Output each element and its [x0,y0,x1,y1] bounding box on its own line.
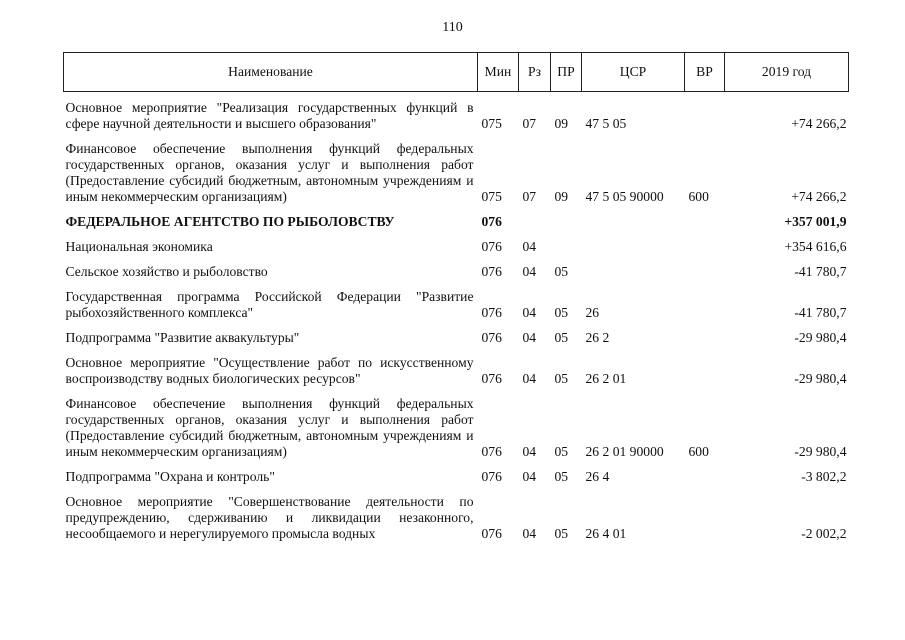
row-amount: -41 780,7 [794,305,847,320]
row-min: 075 [481,116,502,131]
row-min: 076 [481,526,502,541]
table-header [64,53,849,92]
row-vr [685,255,725,280]
row-amount: +74 266,2 [791,116,847,131]
page-number: 110 [442,20,463,35]
row-csr: 47 5 05 [585,116,627,131]
row-pr: 05 [554,526,569,541]
row-vr [685,321,725,346]
table-row [64,460,849,485]
row-rz: 04 [522,239,537,254]
row-csr: 26 2 01 90000 [585,444,664,459]
row-min: 076 [481,371,502,386]
table-row [64,321,849,346]
row-amount: +354 616,6 [784,239,847,254]
table-body [64,92,849,543]
row-csr: 26 2 [585,330,610,345]
row-amount: +74 266,2 [791,189,847,204]
row-csr: 26 2 01 [585,371,627,386]
row-vr [685,485,725,542]
row-rz: 04 [522,305,537,320]
row-name: Финансовое обеспечение выполнения функций федеральных государственных органов, оказания услуг и выполнения работ (Предоставление субсидий бюджетным, автономным учреждениям и иным некоммерческим организациям) [65,396,474,459]
row-pr: 05 [554,469,569,484]
table-row [64,485,849,542]
row-vr [685,230,725,255]
table-row [64,230,849,255]
row-csr [582,230,685,255]
table-row [64,280,849,321]
row-vr: 600 [688,189,709,204]
row-name: Основное мероприятие "Реализация государственных функций в сфере научной деятельности и высшего образования" [65,100,474,131]
header-year: 2019 год [725,53,849,92]
row-vr [685,460,725,485]
row-pr [551,230,582,255]
row-rz: 07 [522,189,537,204]
table-row [64,387,849,460]
row-amount: -29 980,4 [794,444,847,459]
row-rz [519,205,551,230]
row-pr: 05 [554,264,569,279]
row-amount: -29 980,4 [794,371,847,386]
row-name: Сельское хозяйство и рыболовство [65,264,268,279]
table-row [64,346,849,387]
row-pr: 05 [554,444,569,459]
table-row [64,92,849,133]
row-min: 076 [481,264,502,279]
header-name: Наименование [64,53,478,92]
row-rz: 04 [522,469,537,484]
row-amount: -3 802,2 [801,469,847,484]
header-min: Мин [478,53,519,92]
row-name: Основное мероприятие "Совершенствование деятельности по предупреждению, сдерживанию и ликвидации незаконного, несообщаемого и нерегулируемого промысла водных [65,494,474,541]
row-min: 076 [481,469,502,484]
row-name: Национальная экономика [65,239,213,254]
table-row [64,205,849,230]
row-rz: 04 [522,444,537,459]
row-vr: 600 [688,444,709,459]
table-row [64,132,849,205]
row-rz: 04 [522,264,537,279]
row-pr [551,205,582,230]
row-pr: 05 [554,305,569,320]
row-vr [685,280,725,321]
row-min: 076 [481,330,502,345]
row-rz: 04 [522,330,537,345]
row-name: Подпрограмма "Охрана и контроль" [65,469,275,484]
row-csr: 47 5 05 90000 [585,189,664,204]
row-rz: 07 [522,116,537,131]
row-pr: 05 [554,330,569,345]
row-rz: 04 [522,371,537,386]
row-min: 076 [481,444,502,459]
row-csr: 26 4 01 [585,526,627,541]
row-name: Государственная программа Российской Федерации "Развитие рыбохозяйственного комплекса" [65,289,474,320]
row-vr [685,346,725,387]
row-pr: 09 [554,116,569,131]
row-name: ФЕДЕРАЛЬНОЕ АГЕНТСТВО ПО РЫБОЛОВСТВУ [65,214,395,229]
row-vr [685,205,725,230]
row-pr: 05 [554,371,569,386]
header-vr: ВР [685,53,725,92]
row-name: Финансовое обеспечение выполнения функций федеральных государственных органов, оказания услуг и выполнения работ (Предоставление субсидий бюджетным, автономным учреждениям и иным некоммерческим организациям) [65,141,474,204]
row-csr [582,255,685,280]
row-name: Подпрограмма "Развитие аквакультуры" [65,330,300,345]
header-pr: ПР [551,53,582,92]
row-csr [582,205,685,230]
row-amount: -2 002,2 [801,526,847,541]
row-amount: -41 780,7 [794,264,847,279]
header-csr: ЦСР [582,53,685,92]
table-row [64,255,849,280]
budget-table [63,52,849,542]
row-vr [685,92,725,133]
row-name: Основное мероприятие "Осуществление работ по искусственному воспроизводству водных биологических ресурсов" [65,355,474,386]
row-csr: 26 [585,305,600,320]
row-min: 076 [481,239,502,254]
row-rz: 04 [522,526,537,541]
row-csr: 26 4 [585,469,610,484]
row-amount: -29 980,4 [794,330,847,345]
row-min: 076 [481,305,502,320]
row-amount: +357 001,9 [784,214,847,229]
header-rz: Рз [519,53,551,92]
row-pr: 09 [554,189,569,204]
row-min: 076 [481,214,502,229]
row-min: 075 [481,189,502,204]
